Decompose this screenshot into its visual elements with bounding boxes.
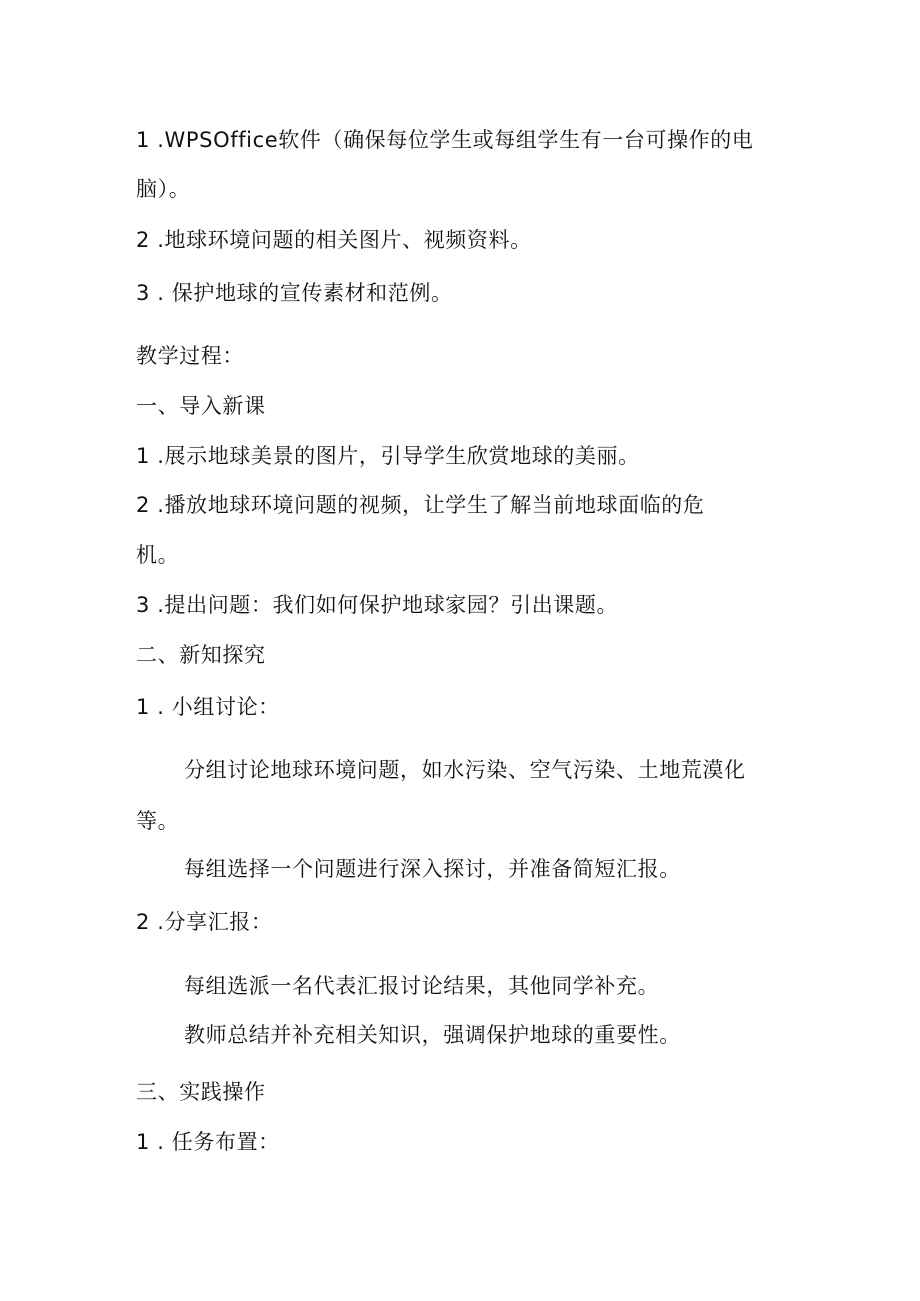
intro-item-2: 2 .播放地球环境问题的视频，让学生了解当前地球面临的危 (136, 493, 705, 517)
materials-item-1-continued: 脑）。 (136, 177, 191, 201)
intro-item-2-continued: 机。 (136, 543, 180, 567)
materials-item-3: 3 . 保护地球的宣传素材和范例。 (136, 281, 453, 305)
materials-item-2: 2 .地球环境问题的相关图片、视频资料。 (136, 228, 532, 252)
section-heading-practice: 三、实践操作 (136, 1080, 266, 1104)
section-heading-intro: 一、导入新课 (136, 394, 266, 418)
intro-item-1: 1 .展示地球美景的图片，引导学生欣赏地球的美丽。 (136, 444, 640, 468)
section-heading-explore: 二、新知探究 (136, 643, 266, 667)
explore-paragraph-1: 分组讨论地球环境问题，如水污染、空气污染、土地荒漠化 (184, 758, 746, 782)
intro-item-3: 3 .提出问题：我们如何保护地球家园？引出课题。 (136, 593, 619, 617)
explore-item-2: 2 .分享汇报： (136, 910, 273, 934)
explore-item-1: 1 . 小组讨论： (136, 695, 280, 719)
materials-item-1: 1 .WPSOffice软件（确保每位学生或每组学生有一台可操作的电 (136, 128, 754, 152)
section-heading-teaching-process: 教学过程： (136, 344, 244, 368)
explore-paragraph-4: 教师总结并补充相关知识，强调保护地球的重要性。 (184, 1023, 681, 1047)
explore-paragraph-1-continued: 等。 (136, 809, 180, 833)
explore-paragraph-3: 每组选派一名代表汇报讨论结果，其他同学补充。 (184, 974, 660, 998)
practice-item-1: 1 . 任务布置： (136, 1130, 280, 1154)
explore-paragraph-2: 每组选择一个问题进行深入探讨，并准备简短汇报。 (184, 857, 681, 881)
